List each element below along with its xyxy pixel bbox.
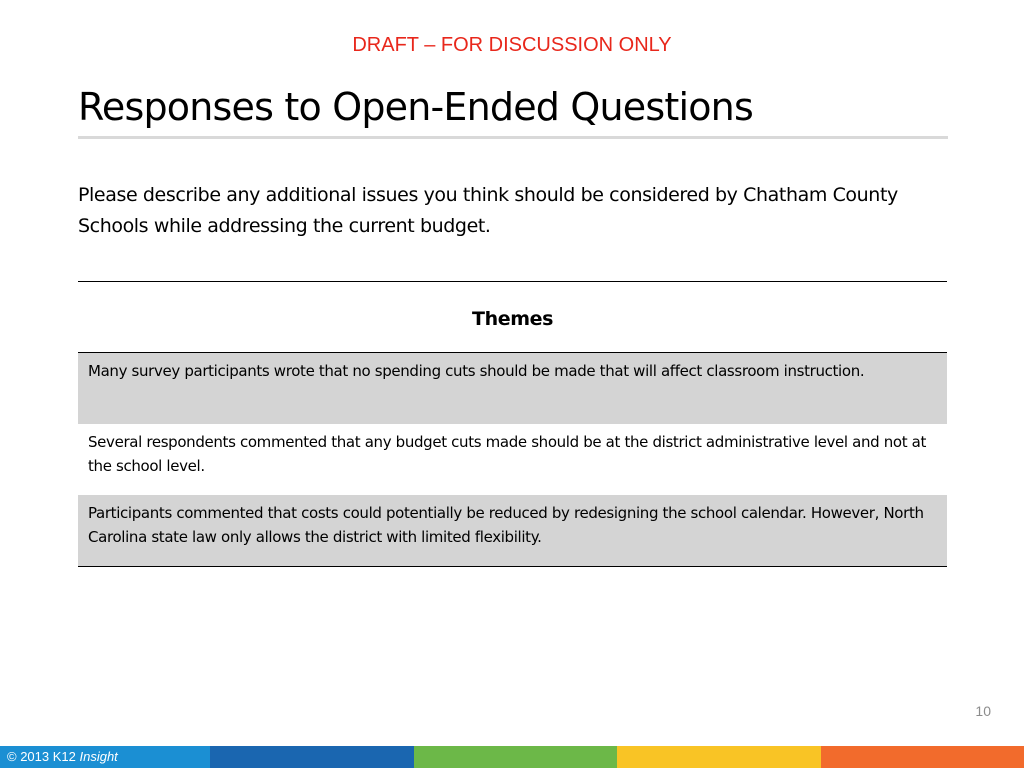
footer-segment <box>821 746 1024 768</box>
table-row: Several respondents commented that any budget cuts made should be at the district administrative level and not at the school level. <box>88 433 927 475</box>
copyright-text <box>0 746 210 768</box>
copyright-prefix: © 2013 K12 <box>7 749 76 764</box>
slide-title: Responses to Open-Ended Questions <box>78 85 753 129</box>
footer-color-bar <box>0 746 1024 768</box>
footer-segment <box>617 746 820 768</box>
question-text: Please describe any additional issues you think should be considered by Chatham County Schools while addressing the current budget. <box>78 184 898 237</box>
table-row: Many survey participants wrote that no spending cuts should be made that will affect classroom instruction. <box>78 353 947 424</box>
themes-table <box>78 281 947 567</box>
footer-segment <box>414 746 617 768</box>
page-number: 10 <box>975 703 991 719</box>
table-header-themes: Themes <box>78 282 947 353</box>
title-divider <box>78 136 948 139</box>
copyright-brand: Insight <box>79 749 118 764</box>
table-row: Participants commented that costs could potentially be reduced by redesigning the school calendar. However, North Carolina state law only allows the district with limited flexibility. <box>78 495 947 566</box>
draft-notice: DRAFT – FOR DISCUSSION ONLY <box>352 34 672 56</box>
footer-segment <box>210 746 413 768</box>
